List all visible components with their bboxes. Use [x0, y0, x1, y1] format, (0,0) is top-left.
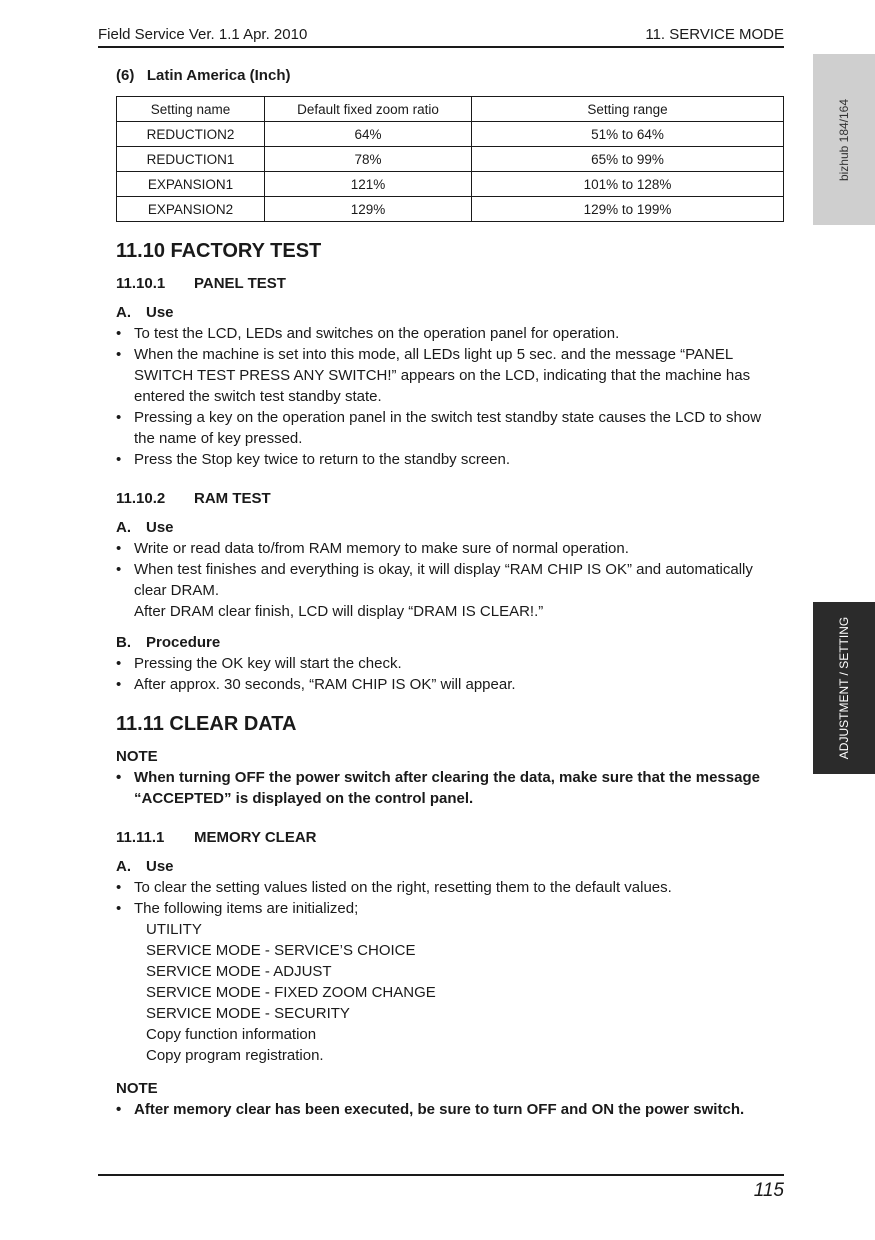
table-cell: 129% to 199% [472, 197, 784, 222]
subheading-letter: A. [116, 519, 131, 536]
heading-number: 11.10.2 [116, 490, 166, 507]
table-row [117, 172, 784, 197]
list-item: • When turning OFF the power switch after clearing the data, make sure that the message “ACCEPTED” is displayed on the control panel. [116, 769, 760, 807]
list-item: SERVICE MODE - ADJUST [146, 963, 332, 980]
page-header [98, 24, 784, 48]
heading-ram-test [116, 490, 786, 507]
list-item: • The following items are initialized; [116, 900, 359, 917]
table-cell: 65% to 99% [472, 147, 784, 172]
table-cell: REDUCTION2 [117, 122, 265, 147]
heading-number: 11.10.1 [116, 275, 166, 292]
subheading-text: Use [146, 304, 174, 321]
subheading-use [116, 304, 786, 321]
subheading-use [116, 858, 786, 875]
list-item: SERVICE MODE - SERVICE’S CHOICE [146, 942, 416, 959]
list-item: SERVICE MODE - FIXED ZOOM CHANGE [146, 984, 436, 1001]
zoom-ratio-table [116, 96, 784, 222]
subheading-procedure [116, 634, 786, 651]
list-item: • Pressing a key on the operation panel in the switch test standby state causes the LCD to show the name of key pressed. [116, 409, 762, 447]
table-row [117, 147, 784, 172]
table-cell: 129% [265, 197, 472, 222]
table-cell: 121% [265, 172, 472, 197]
table-cell: EXPANSION1 [117, 172, 265, 197]
list-item: • To test the LCD, LEDs and switches on the operation panel for operation. [116, 325, 620, 342]
list-item: • Press the Stop key twice to return to the standby screen. [116, 451, 511, 468]
heading-text: MEMORY CLEAR [194, 829, 317, 846]
heading-clear-data: 11.11 CLEAR DATA [116, 713, 297, 735]
table-row [117, 197, 784, 222]
memory-clear-list [116, 877, 786, 919]
heading-factory-test: 11.10 FACTORY TEST [116, 240, 322, 262]
side-tab-model-label: bizhub 184/164 [837, 98, 851, 181]
subheading-text: Use [146, 858, 174, 875]
table-header-row [117, 97, 784, 122]
list-item: SERVICE MODE - SECURITY [146, 1005, 350, 1022]
side-tab-model [813, 54, 875, 225]
list-item: • When test finishes and everything is okay, it will display “RAM CHIP IS OK” and automatically clear DRAM. [116, 561, 753, 599]
ram-test-use-list [116, 538, 786, 622]
memory-clear-note-list [116, 1099, 786, 1120]
table-cell: 78% [265, 147, 472, 172]
subheading-text: Procedure [146, 634, 221, 651]
heading-number: 11.11.1 [116, 829, 165, 846]
heading-text: RAM TEST [194, 490, 271, 507]
list-item: Copy function information [146, 1026, 317, 1043]
page-footer [98, 1174, 784, 1201]
initialized-items-list [116, 919, 786, 1066]
header-right-text: 11. SERVICE MODE [645, 26, 784, 43]
list-item: • Write or read data to/from RAM memory to make sure of normal operation. [116, 540, 629, 557]
page-number: 115 [753, 1180, 784, 1201]
header-left-text: Field Service Ver. 1.1 Apr. 2010 [98, 26, 308, 43]
subheading-letter: A. [116, 858, 131, 875]
page-content [116, 64, 786, 1134]
section-title-latin-america: (6) Latin America (Inch) [116, 67, 291, 84]
list-item: • When the machine is set into this mode, all LEDs light up 5 sec. and the message “PANEL SWITCH TEST PRESS ANY SWITCH!” appears on the LCD, indicating that the machine has entered the switch test standby state. [116, 346, 751, 405]
heading-memory-clear [116, 829, 786, 846]
list-item: UTILITY [146, 921, 202, 938]
list-item: • To clear the setting values listed on the right, resetting them to the default values. [116, 879, 672, 896]
column-header-default-ratio: Default fixed zoom ratio [265, 97, 472, 122]
subheading-letter: A. [116, 304, 131, 321]
side-tab-chapter [813, 602, 875, 774]
heading-panel-test [116, 275, 786, 292]
table-cell: 101% to 128% [472, 172, 784, 197]
column-header-setting-range: Setting range [472, 97, 784, 122]
ram-test-procedure-list [116, 653, 786, 695]
column-header-setting-name: Setting name [117, 97, 265, 122]
table-cell: EXPANSION2 [117, 197, 265, 222]
subheading-letter: B. [116, 634, 131, 651]
table-cell: 51% to 64% [472, 122, 784, 147]
list-item: Copy program registration. [146, 1047, 324, 1064]
heading-text: PANEL TEST [194, 275, 286, 292]
table-row [117, 122, 784, 147]
side-tab-chapter-label: ADJUSTMENT / SETTING [837, 616, 851, 760]
note-label: NOTE [116, 748, 158, 765]
subheading-text: Use [146, 519, 174, 536]
clear-data-note-list [116, 767, 786, 809]
list-item: • Pressing the OK key will start the check. [116, 655, 402, 672]
table-cell: 64% [265, 122, 472, 147]
table-cell: REDUCTION1 [117, 147, 265, 172]
list-item: • After memory clear has been executed, be sure to turn OFF and ON the power switch. [116, 1101, 745, 1118]
subheading-use [116, 519, 786, 536]
panel-test-list [116, 323, 786, 470]
list-item-continuation: After DRAM clear finish, LCD will display “DRAM IS CLEAR!.” [134, 603, 544, 620]
list-item: • After approx. 30 seconds, “RAM CHIP IS OK” will appear. [116, 676, 516, 693]
note-label: NOTE [116, 1080, 158, 1097]
